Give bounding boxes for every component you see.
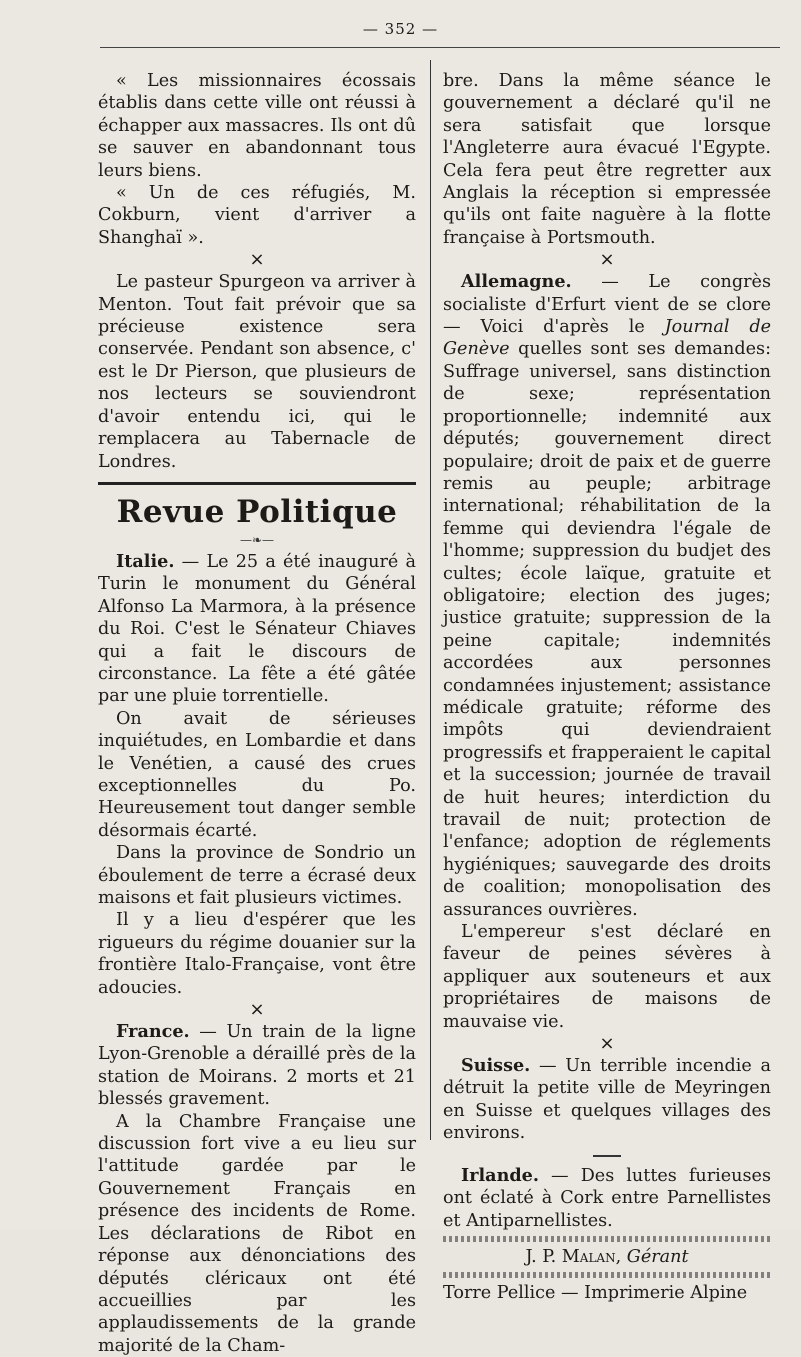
paragraph-chambre: A la Chambre Française une discussion fort vive a eu lieu sur l'attitude gardée par le Gouvernement Français en présence des incidents de Rome. Les déclarations de Ribot en réponse aux dénonciations des députés cléricaux ont été accueillies par les applaudissements de la grande majorité de la Cham-	[98, 1111, 416, 1356]
gerant-name: J. P. Malan,	[525, 1246, 622, 1267]
section-rule	[98, 482, 416, 485]
france-text: — Un train de la ligne Lyon-Grenoble a déraillé près de la station de Moirans. 2 morts et 21 blessés gravement.	[98, 1022, 416, 1110]
wavy-rule	[443, 1272, 771, 1278]
gerant-title: Gérant	[626, 1246, 689, 1267]
gerant-line	[443, 1246, 771, 1268]
paragraph-irlande	[443, 1165, 771, 1232]
country-label-suisse: Suisse.	[461, 1055, 531, 1077]
suisse-text: — Un terrible incendie a détruit la petite ville de Meyringen en Suisse et quelques villages des environs.	[443, 1056, 771, 1144]
italie-text: — Le 25 a été inauguré à Turin le monument du Général Alfonso La Marmora, à la présence du Roi. C'est le Sénateur Chiaves qui a fait le discours de circonstance. La fête a été gâtée par une pluie torrentielle.	[98, 551, 416, 707]
paragraph-sondrio: Dans la province de Sondrio un éboulement de terre a écrasé deux maisons et fait plusieurs victimes.	[98, 843, 416, 908]
right-column	[443, 70, 771, 1305]
column-divider	[430, 60, 431, 1140]
short-divider	[593, 1155, 621, 1157]
paragraph-france	[98, 1021, 416, 1111]
country-label-italie: Italie.	[116, 550, 175, 572]
ornament-divider: —❧—	[239, 532, 275, 547]
allemagne-text-b: quelles sont ses demandes: Suffrage universel, sans distinction de sexe; représentation proportionnelle; indemnité aux députés; gouvernement direct populaire; droit de paix et de guerre remis au peuple; arbitrage international; réhabilitation de la femme qui deviendra l'égale de l'homme; suppression du budjet des cultes; école laïque, gratuite et obligatoire; election des juges; justice gratuite; suppression de la peine capitale; indemnités accordées aux personnes condamnées injustement; assistance médicale gratuite; réforme des impôts qui deviendraient progressifs et frapperaient le capital et la succession; journée de travail de huit heures; interdiction du travail de nuit; protection de l'enfance; adoption de réglements hygiéniques; sauvegarde des droits de coalition; monopolisation des assurances ouvrières.	[443, 339, 771, 920]
wavy-rule	[443, 1236, 771, 1242]
paragraph-lombardie: On avait de sérieuses inquiétudes, en Lombardie et dans le Venétien, a causé des crues exceptionnelles du Po. Heureusement tout danger semble désormais écarté.	[98, 708, 416, 841]
left-column	[98, 70, 416, 1357]
separator-cross: ×	[249, 249, 265, 271]
journal-title: Journal de Genève	[443, 317, 771, 360]
separator-cross: ×	[599, 249, 615, 271]
country-label-irlande: Irlande.	[461, 1164, 539, 1186]
paragraph-missionaries: « Les missionnaires écossais établis dans cette ville ont réussi à échapper aux massacres. Ils ont dû se sauver en abandonnant tous leurs biens.	[98, 71, 416, 181]
allemagne-text-a: — Le congrès socialiste d'Erfurt vient de se clore — Voici d'après le	[443, 272, 771, 338]
paragraph-chambre-continued: bre. Dans la même séance le gouvernement a déclaré qu'il ne sera satisfait que lorsque l'Angleterre aura évacué l'Egypte. Cela fera peut être regretter aux Anglais la réception si empressée qu'ils ont faite naguère à la flotte française à Portsmouth.	[443, 71, 771, 248]
paragraph-suisse	[443, 1055, 771, 1145]
paragraph-refugee: « Un de ces réfugiés, M. Cokburn, vient d'arriver a Shanghaï ».	[98, 183, 416, 248]
paragraph-douanier: Il y a lieu d'espérer que les rigueurs du régime douanier sur la frontière Italo-Française, vont être adoucies.	[98, 910, 416, 998]
irlande-text: — Des luttes furieuses ont éclaté à Cork entre Parnellistes et Antiparnellistes.	[443, 1165, 771, 1231]
paragraph-italie	[98, 551, 416, 708]
section-title: Revue Politique	[116, 493, 398, 530]
paragraph-empereur: L'empereur s'est déclaré en faveur de peines sévères à appliquer aux souteneurs et aux propriétaires de maisons de mauvaise vie.	[443, 922, 771, 1032]
country-label-allemagne: Allemagne.	[461, 271, 572, 293]
separator-cross: ×	[599, 1033, 615, 1055]
separator-cross: ×	[249, 999, 265, 1021]
paragraph-allemagne	[443, 271, 771, 921]
page-number: — 352 —	[362, 20, 439, 38]
country-label-france: France.	[116, 1021, 190, 1043]
header-rule	[100, 47, 780, 48]
imprint-line: Torre Pellice — Imprimerie Alpine	[443, 1283, 748, 1304]
paragraph-spurgeon: Le pasteur Spurgeon va arriver à Menton. Tout fait prévoir que sa précieuse existence sera conservée. Pendant son absence, c' est le Dr Pierson, que plusieurs de nos lecteurs se souviendront d'avoir entendu ici, qui le remplacera au Tabernacle de Londres.	[98, 272, 416, 472]
